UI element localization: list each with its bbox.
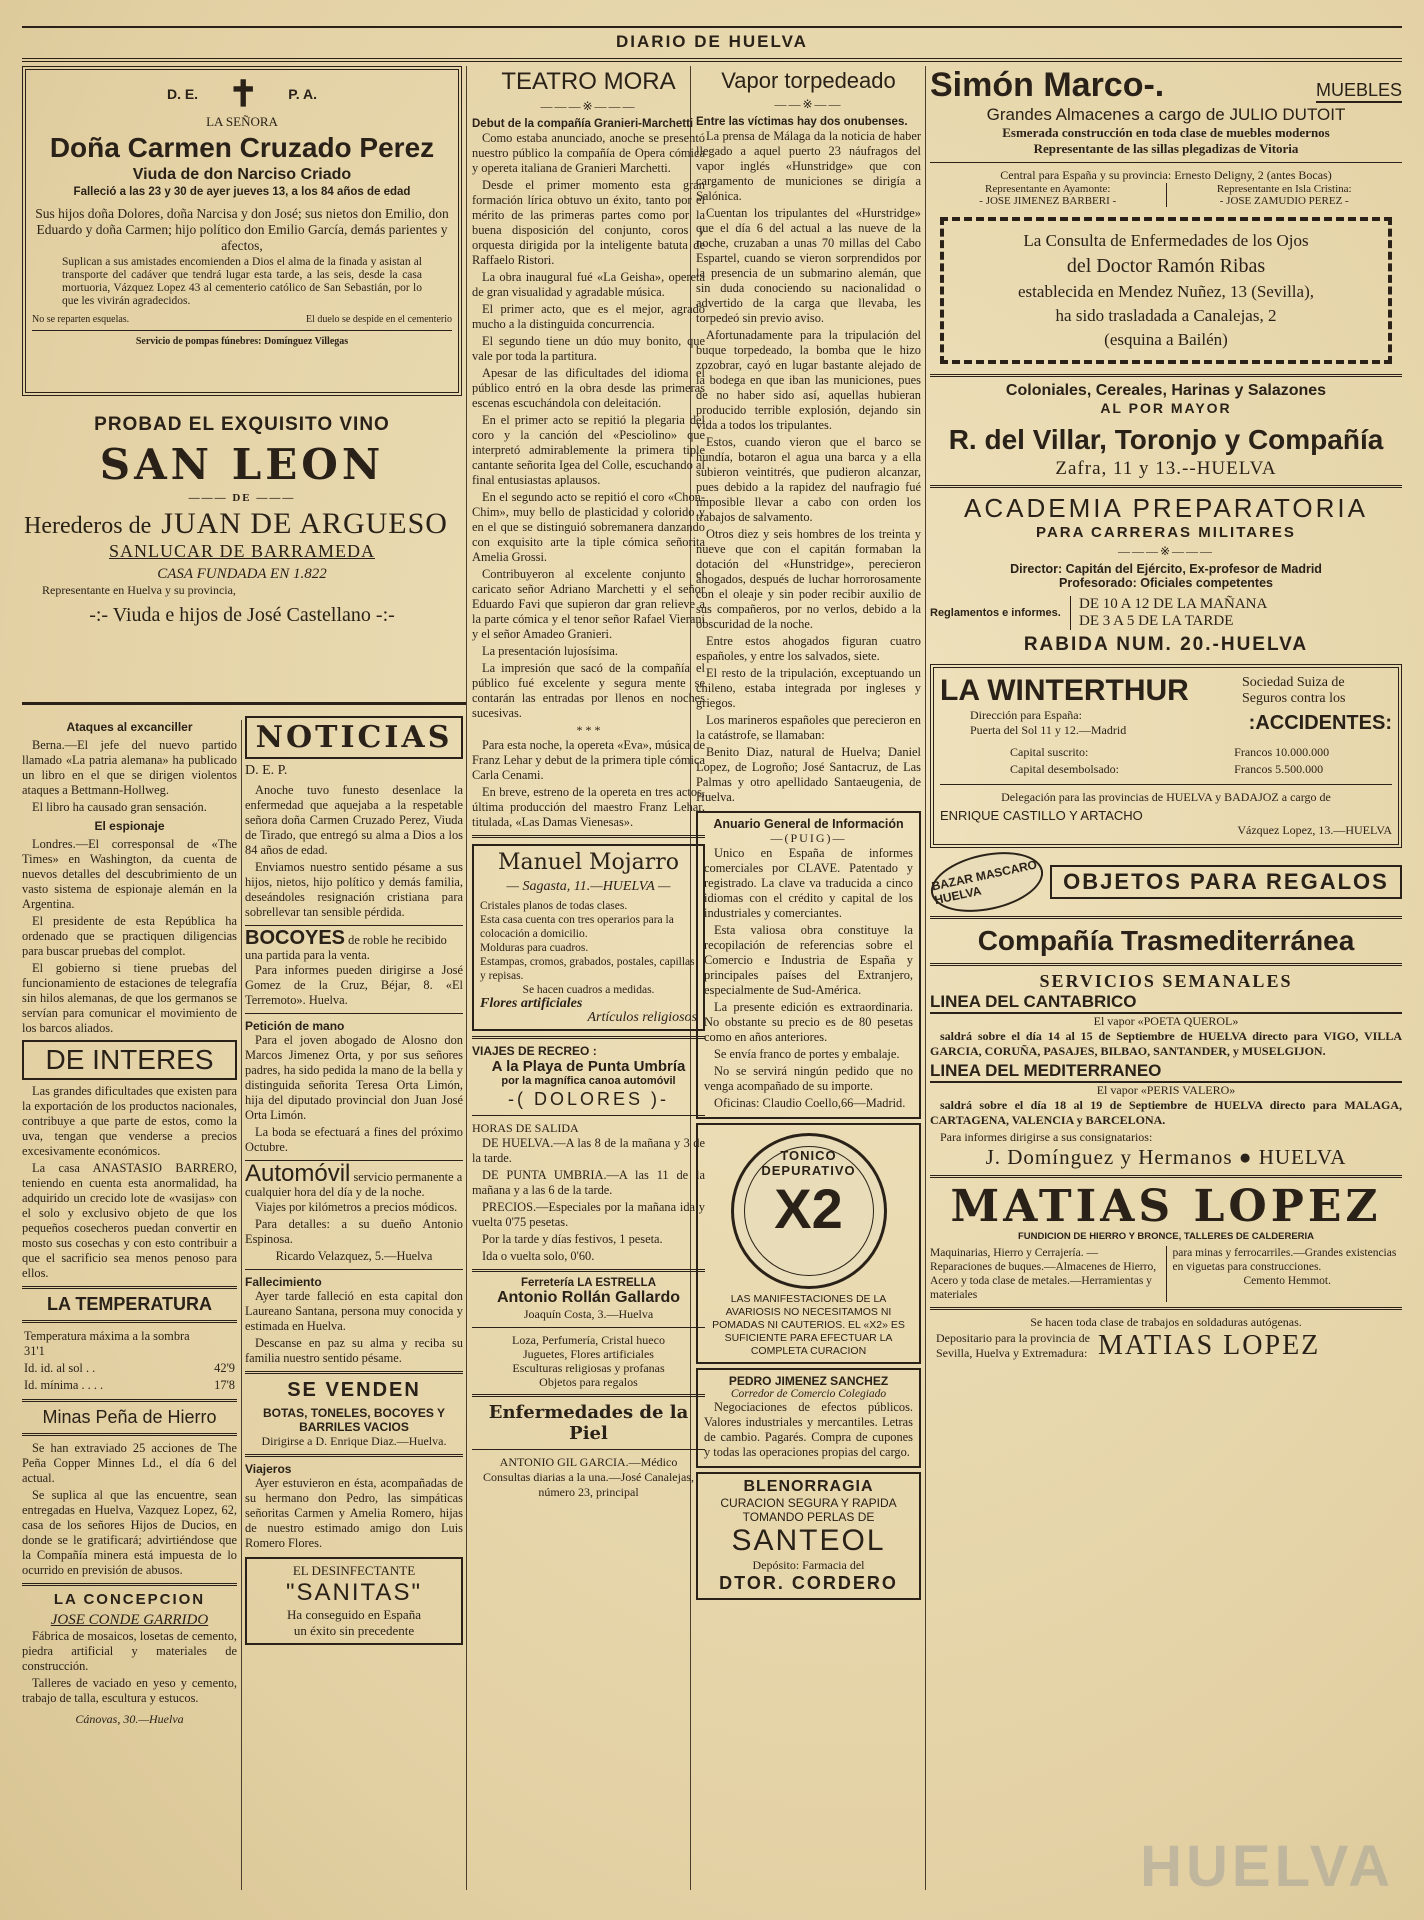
- peticion-p1: Para el joven abogado de Alosno don Marcos Jimenez Orta, y por sus señores padres, ha sido pedida la mano de la bella y distinguida señorita Teresa Orta Limón, hija del diputado provincial don Juan José Orta Limón.: [245, 1033, 463, 1122]
- simon-grandes: Grandes Almacenes a cargo de JULIO DUTOIT: [986, 105, 1346, 124]
- simon-central: Central para España y su provincia: Ernesto Deligny, 2 (antes Bocas): [1000, 168, 1332, 182]
- concepcion-p2: Talleres de vaciado en yeso y cemento, trabajo de talla, escultura y estucos.: [22, 1676, 237, 1705]
- anuario-a1: Unico en España de informes comerciales por CLAVE. Patentado y registrado. La clave va traducida a cinco idiomas con el crédito y capital de los industriales y comerciantes.: [704, 846, 913, 920]
- anuario-a3: La presente edición es extraordinaria. No obstante su precio es de 80 pesetas como en años anteriores.: [704, 1000, 913, 1044]
- sanitas-l2: "SANITAS": [286, 1579, 422, 1606]
- teatro-p12: Para esta noche, la opereta «Eva», música de Franz Lehar y debut de la primera tiple cómica Carla Cenami.: [472, 738, 705, 782]
- interes-p1: Las grandes dificultades que existen para la exportación de los productos nacionales, contribuye a que parte de estos, como la uva, tengan que venderse a precios excesivamente económicos.: [22, 1084, 237, 1158]
- dep-p2: Enviamos nuestro sentido pésame a sus hijos, nietos, hijo político y demás familia, deseándoles resignación cristiana para sobrellevar tan sensible pérdida.: [245, 860, 463, 919]
- horas-3: PRECIOS.—Especiales por la mañana ida y vuelta 0'75 pesetas.: [472, 1200, 705, 1229]
- matias-title: MATIAS LOPEZ: [950, 1181, 1382, 1232]
- temperatura-title: LA TEMPERATURA: [47, 1294, 212, 1314]
- x2-mark: X2: [774, 1177, 843, 1240]
- vapor-p5: Otros diez y seis hombres de los treinta y nueve que con el capitán formaban la dotación del «Hunstridge», perecieron ahogados, después de luchar horrorosamente con el oleaje y sin poder recibir auxilio de sus compañeros, por no verlos, debido a la obscuridad de la noche.: [696, 527, 921, 631]
- vapor-p7: El resto de la tripulación, exceptuando un chileno, estaba integrada por ingleses y griegos.: [696, 666, 921, 710]
- simon-title: Simón Marco-.: [930, 66, 1165, 104]
- ataques-p1: Berna.—El jefe del nuevo partido llamado «La patria alemana» ha publicado un libro en el que se dirigen violentos ataques a Bettmann-Hollweg.: [22, 738, 237, 797]
- sanitas-l3: Ha conseguido en España: [287, 1607, 421, 1622]
- automovil-rest: servicio permanente a cualquier hora del día y de la noche.: [245, 1170, 463, 1199]
- ribas-l1: La Consulta de Enfermedades de los Ojos: [1023, 231, 1309, 250]
- obituary-widow: Viuda de don Narciso Criado: [132, 166, 352, 183]
- teatro-p3: La obra inaugural fué «La Geisha», opereta de gran visualidad y agradable música.: [472, 270, 705, 299]
- column-3: Vapor torpedeado ——※—— Entre las víctimas hay dos onubenses. La prensa de Málaga da la noticia de haber llegado a aquel puerto 23 náufragos del vapor inglés «Hunstridge» que con cargamento de municiones se dirigía a Salónica. Cuentan los tripulantes del «Hurstridge» que el día 6 del actual a las nueve de la noche, cruzaban a unas 70 millas del Cabo Espartel, cuando se vieron sorprendidos por la presencia de un submarino alemán, que sin duda conociendo su nacionalidad o advertido de la carga que llevaba, les torpedeó sin previo aviso. Afortunadamente para la tripulación del buque torpedeado, la bomba que le hizo zozobrar, cayó en lugar bastante alejado de la bodega en que iban las municiones, pues de no haber sido así, aquellas hubieran producido terrible explosión, dejando sin vida a todos los tripulantes. Estos, cuando vieron que el barco se hundía, botaron el agua una barca y a ella subieron veintitrés, que pudieron alcanzar, pues debido a la rapidez del naufragio fué imposible llevar a cabo con orden los trabajos de salvamento. Otros diez y seis hombres de los treinta y nueve que con el capitán formaban la dotación del «Hunstridge», perecieron ahogados, después de luchar horrorosamente con el oleaje y sin poder recibir auxilio de sus compañeros, por no verlos, debido a la obscuridad de la noche. Entre estos ahogados figuran cuatro españoles, y entre los salvados, siete. El resto de la tripulación, exceptuando un chileno, estaba integrada por ingleses y griegos. Los marineros españoles que perecieron en la catástrofe, se llamaban: Benito Diaz, natural de Huelva; Daniel Lopez, de Logroño; José Santacruz, de Las Palmas y otro apellidado Santaeugenia, de Huelva. Anuario General de Información —(PUIG)— Unico en España de informes comerciales por CLAVE. Patentado y registrado. La clave va traducida a cinco idiomas con el crédito y capital de los industriales y comerciantes. Esta valiosa obra constituye la recopilación de referencias sobre el Comercio e Industria de España y principales países del Extranjero, especialmente de Sud-América. La presente edición es extraordinaria. No obstante su precio es de 80 pesetas como en años anteriores. Se envía franco de portes y embalaje. No se servirá ningún pedido que no venga acompañado de su importe. Oficinas: Claudio Coello,66—Madrid. TONICO DEPURATIVO X2 LAS MANIFESTACIONES DE LA AVARIOSIS NO NECESITAMOS NI POMADAS NI CAUTERIOS. EL «X2» ES SUFICIENTE PARA EFECTUAR LA COMPLETA CURACION PEDRO JIMENEZ SANCHEZ Corredor de Comercio Colegiado Negociaciones de efectos públicos. Valores industriales y mercantiles. Letras de cambio. Pagarés. Compra de cupones y todas las operaciones propias del cargo. BLENORRAGIA CURACION SEGURA Y RAPIDA TOMANDO PERLAS DE SANTEOL Depósito: Farmacia del DTOR. CORDERO: [696, 66, 921, 1890]
- obituary-name: Doña Carmen Cruzado Perez: [49, 132, 435, 163]
- ribas-l2: del Doctor Ramón Ribas: [1066, 255, 1266, 277]
- ferreteria-owner: Antonio Rollán Gallardo: [496, 1289, 681, 1306]
- pedro-corredor: Corredor de Comercio Colegiado: [730, 1388, 887, 1400]
- automovil-p1: Viajes por kilómetros a precios módicos.: [255, 1200, 458, 1214]
- mojarro-l3: Molduras para cuadros.: [480, 942, 589, 954]
- bocoyes-title: BOCOYES: [245, 927, 346, 949]
- bocoyes-rest: de roble he recibido una partida para la venta.: [245, 933, 447, 962]
- ferreteria-title: Ferretería LA ESTRELLA: [520, 1277, 657, 1289]
- academia-rabida: RABIDA NUM. 20.-HUELVA: [1023, 634, 1309, 655]
- vapor-p3: Afortunadamente para la tripulación del buque torpedeado, la bomba que le hizo zozobrar, cayó en lugar bastante alejado de la bodega en que iban las municiones, pues de no haber sido así, aquellas hubieran producido terrible explosión, dejando sin vida a todos los tripulantes.: [696, 328, 921, 432]
- academia-horario1: DE 10 A 12 DE LA MAÑANA: [1079, 596, 1268, 612]
- vapor-p6: Entre estos ahogados figuran cuatro españoles, y entre los salvados, siete.: [696, 634, 921, 663]
- table-row: Capital suscrito: Francos 10.000.000: [1010, 745, 1330, 759]
- academia-profesorado: Profesorado: Oficiales competentes: [1059, 576, 1273, 590]
- x2-logo: [731, 1133, 887, 1289]
- dominguez-line: J. Domínguez y Hermanos ● HUELVA: [985, 1145, 1347, 1169]
- san-leon-viuda: -:- Viuda e hijos de José Castellano -:-: [89, 604, 395, 626]
- academia-reglamentos: Reglamentos e informes.: [930, 607, 1061, 619]
- matias-cemento: Cemento Hemmot.: [1243, 1275, 1331, 1287]
- obituary-died: Falleció a las 23 y 30 de ayer jueves 13, a los 84 años de edad: [73, 186, 411, 198]
- viajeros-p: Ayer estuvieron en ésta, acompañadas de su hermano don Pedro, las simpáticas señoritas Carmen y Amelia Romero, hijas de nuestro estimado amigo don Luis Romero Flores.: [245, 1476, 463, 1550]
- automovil-p3: Ricardo Velazquez, 5.—Huelva: [275, 1249, 433, 1263]
- sanitas-ad: [245, 1557, 463, 1645]
- peticion-title: Petición de mano: [245, 1019, 345, 1033]
- teatro-p7: En el primer acto se repitió la plegaria del coro y la canción del «Pesciolino» que interpretó admirablemente la primera tiple cantante señorita Igea del Colle, escuchando al final entusiastas aplausos.: [472, 413, 705, 487]
- winterthur-puerta: Puerta del Sol 11 y 12.—Madrid: [970, 723, 1127, 737]
- vapor-querol: El vapor «POETA QUEROL»: [1093, 1014, 1239, 1028]
- teatro-title: TEATRO MORA: [501, 68, 676, 95]
- obituary-family: Sus hijos doña Dolores, doña Narcisa y don José; sus nietos don Emilio, don Eduardo y doña Carmen; hijo político don Emilio García, demás parientes y afectos,: [35, 206, 449, 253]
- obituary-request: Suplican a sus amistades encomienden a Dios el alma de la finada y asistan al transporte del cadáver que tendrá lugar esta tarde, a las seis, desde la casa mortuoria, Vázquez Lopez 43 al cementerio católico de San Sebastián, por lo que les vivirán agradecidos.: [62, 256, 422, 307]
- teatro-p8: En el segundo acto se repitió el coro «Chon-Chim», muy bello de plasticidad y colorido y en el que se distinguió sobremanera danzando con exquisito arte la tiple cómica señorita Amelia Grossi.: [472, 490, 705, 564]
- vapor-p2: Cuentan los tripulantes del «Hurstridge» que el día 6 del actual a las nueve de la noche, cruzaban a unas 70 millas del Cabo Espartel, cuando se vieron sorprendidos por la presencia de un submarino alemán, que sin duda conociendo su nacionalidad o advertido de la carga que llevaba, les torpedeó sin previo aviso.: [696, 206, 921, 325]
- minas-title: Minas Peña de Hierro: [42, 1407, 217, 1427]
- mojarro-l2: Esta casa cuenta con tres operarios para la colocación a domicilio.: [480, 914, 674, 940]
- dep-p1: Anoche tuvo funesto desenlace la enfermedad que aquejaba a la respetable señora doña Carmen Cruzado Perez, Viuda de Tirado, que entregó su alma a Dios a los 84 años de edad.: [245, 783, 463, 857]
- ferreteria-l1: Loza, Perfumería, Cristal hueco: [512, 1333, 665, 1347]
- coloniales-mayor: AL POR MAYOR: [1100, 400, 1232, 416]
- espionaje-p2: El presidente de esta República ha ordenado que se practiquen diligencias para buscar pruebas del complot.: [22, 914, 237, 958]
- teatro-p6: Apesar de las dificultades del idioma el público entró en la obra desde las primeras escenas escuchándola con deleitación.: [472, 366, 705, 410]
- matias-left: Maquinarias, Hierro y Cerrajería. —Reparaciones de buques.—Almacenes de Hierro, Acero y toda clase de metales.—Herramientas y materiales: [930, 1247, 1157, 1301]
- column-divider: [241, 720, 242, 1890]
- horas-4: Por la tarde y días festivos, 1 peseta.: [482, 1232, 663, 1246]
- interes-box: [22, 1040, 237, 1080]
- obituary-note-left: No se reparten esquelas.: [32, 314, 130, 325]
- matias-right: para minas y ferrocarriles.—Grandes existencias en viguetas para construcciones.: [1172, 1247, 1397, 1273]
- interes-p2: La casa ANASTASIO BARRERO, teniendo en cuenta esta anormalidad, ha adquirido un crecido lote de «vasijas» con el solo y exclusivo objeto de que los pequeños cosecheros puedan convertir en mosto sus cosechas y con esto contribuir a que el sacrificio sea menos penoso para ellos.: [22, 1161, 237, 1280]
- san-leon-juan: JUAN DE ARGUESO: [161, 507, 448, 540]
- anuario-a2: Esta valiosa obra constituye la recopilación de referencias sobre el Comercio e Industria de España y principales países del Extranjero, especialmente de Sud-América.: [704, 923, 913, 997]
- vapor-p4: Estos, cuando vieron que el barco se hundía, botaron el agua una barca y a ella subieron veintitrés, que pudieron alcanzar, pues debido a la rapidez del naufragio fué imposible llevar a cabo con orden los trabajos de salvamento.: [696, 435, 921, 524]
- viajeros-title: Viajeros: [245, 1462, 292, 1476]
- concepcion-address: Cánovas, 30.—Huelva: [75, 1712, 184, 1726]
- vapor-subtitle: Entre las víctimas hay dos onubenses.: [696, 116, 908, 128]
- san-leon-ad: PROBAD EL EXQUISITO VINO SAN LEON ——— DE ——— Herederos de JUAN DE ARGUESO SANLUCAR DE BARRAMEDA CASA FUNDADA EN 1.822 Representante en Huelva y su provincia, -:- Viuda e hijos de José Castellano -:-: [22, 414, 462, 627]
- concepcion-owner: JOSE CONDE GARRIDO: [50, 1612, 209, 1628]
- espionaje-p1: Londres.—El corresponsal de «The Times» en Washington, da cuenta de nuevos detalles del descubrimiento de un vasto sistema de espionaje alemán en la Argentina.: [22, 837, 237, 911]
- matias-name-2: MATIAS LOPEZ: [1097, 1330, 1321, 1361]
- column-divider: [466, 66, 467, 1890]
- ferreteria-l4: Objetos para regalos: [539, 1375, 638, 1389]
- ataques-p2: El libro ha causado gran sensación.: [32, 800, 207, 814]
- ribas-l3: establecida en Mendez Nuñez, 13 (Sevilla),: [1018, 282, 1314, 301]
- san-leon-fundada: CASA FUNDADA EN 1.822: [157, 566, 327, 582]
- column-1-left: [22, 716, 237, 1890]
- linea-cantabrico: LINEA DEL CANTABRICO: [930, 992, 1402, 1014]
- pedro-title: PEDRO JIMENEZ SANCHEZ: [728, 1374, 889, 1388]
- sanitas-l1: EL DESINFECTANTE: [292, 1563, 416, 1578]
- obituary-service: Servicio de pompas fúnebres: Domínguez Villegas: [135, 336, 349, 347]
- simon-jimenez: - JOSE JIMENEZ BARBERI -: [979, 195, 1117, 207]
- peticion-p2: La boda se efectuará a fines del próximo Octubre.: [245, 1125, 463, 1154]
- santeol-deposito: Depósito: Farmacia del: [752, 1558, 865, 1572]
- dep-title: D. E. P.: [245, 763, 288, 778]
- pedro-ad: [696, 1368, 921, 1468]
- piel-doctor: ANTONIO GIL GARCIA.—Médico: [499, 1455, 678, 1469]
- anuario-a6: Oficinas: Claudio Coello,66—Madrid.: [714, 1096, 906, 1110]
- espionaje-p3: El gobierno si tiene pruebas del funcionamiento de estaciones de telegrafía sin hilos alemanas, de que los germanos se servían para comunicar el movimiento de los barcos aliados.: [22, 961, 237, 1035]
- viajes-title: VIAJES DE RECREO :: [472, 1044, 597, 1058]
- fallecimiento-p1: Ayer tarde falleció en esta capital don Laureano Santana, persona muy conocida y estimada en Huelva.: [245, 1289, 463, 1333]
- winterthur-enrique: ENRIQUE CASTILLO Y ARTACHO: [940, 808, 1143, 823]
- ferreteria-address: Joaquín Costa, 3.—Huelva: [523, 1307, 654, 1321]
- san-leon-name: SAN LEON: [99, 440, 385, 489]
- fallecimiento-p2: Descanse en paz su alma y reciba su familia nuestro sentido pésame.: [245, 1336, 463, 1365]
- teatro-p11: La impresión que sacó de la compañía el público fué excelente y segura mente se contarán las entradas por llenos en noches sucesivas.: [472, 661, 705, 720]
- bocoyes-p: Para informes pueden dirigirse a José Gomez de la Cruz, Béjar, 8. «El Terremoto». Huelva.: [245, 963, 463, 1007]
- vapor-p8: Los marineros españoles que perecieron en la catástrofe, se llamaban:: [696, 713, 921, 742]
- se-venden-contact: Dirigirse a D. Enrique Diaz.—Huelva.: [261, 1434, 447, 1448]
- interes-title: DE INTERES: [45, 1044, 214, 1075]
- ataques-title: Ataques al excanciller: [66, 720, 193, 734]
- obituary-note-right: El duelo se despide en el cementerio: [305, 314, 452, 325]
- santeol-name: SANTEOL: [731, 1524, 886, 1557]
- villar-address: Zafra, 11 y 13.--HUELVA: [1055, 458, 1277, 479]
- column-divider: [925, 66, 926, 1890]
- minas-p1: Se han extraviado 25 acciones de The Peña Copper Minnes Ld., el día 6 del actual.: [22, 1441, 237, 1485]
- simon-esmerada: Esmerada construcción en toda clase de muebles modernos: [1002, 125, 1330, 140]
- winterthur-delegacion: Delegación para las provincias de HUELVA y BADAJOZ a cargo de: [1001, 790, 1331, 804]
- table-row: Temperatura máxima a la sombra 31'1: [24, 1329, 190, 1358]
- santeol-dtor: DTOR. CORDERO: [719, 1573, 898, 1593]
- simon-representante: Representante de las sillas plegadizas de Vitoria: [1033, 141, 1299, 156]
- x2-ad: [696, 1123, 921, 1364]
- teatro-p13: En breve, estreno de la opereta en tres actos, última producción del maestro Franz Lehar, titulada, «Las Damas Vienesas».: [472, 785, 705, 829]
- viajes-playa: A la Playa de Punta Umbría: [491, 1058, 686, 1075]
- teatro-p9: Contribuyeron al excelente conjunto el caricato señor Adriano Marchetti y el señor Eduardo Favi que supieron dar gran relieve a la parte cómica y el tenor señor Rafael Vierani y el señor Amadeo Granieri.: [472, 567, 705, 641]
- masthead-title: DIARIO DE HUELVA: [616, 32, 808, 51]
- x2-text: LAS MANIFESTACIONES DE LA AVARIOSIS NO NECESITAMOS NI POMADAS NI CAUTERIOS. EL «X2» ES SUFICIENTE PARA EFECTUAR LA COMPLETA CURACION: [712, 1293, 905, 1357]
- bazar-objetos: OBJETOS PARA REGALOS: [1050, 865, 1402, 899]
- column-1-right: [245, 716, 463, 1890]
- horas-title: HORAS DE SALIDA: [472, 1121, 579, 1135]
- teatro-stars: * * *: [576, 723, 601, 737]
- anuario-puig: —(PUIG)—: [770, 831, 847, 845]
- simon-zamudio: - JOSE ZAMUDIO PEREZ -: [1219, 195, 1349, 207]
- muebles-label: MUEBLES: [1316, 80, 1402, 103]
- winterthur-title: LA WINTERTHUR: [940, 674, 1189, 707]
- horas-1: DE HUELVA.—A las 8 de la mañana y 3 de la tarde.: [472, 1136, 705, 1165]
- obituary-la-senora: LA SEÑORA: [206, 114, 278, 129]
- winterthur-direccion: Dirección para España:: [970, 708, 1082, 722]
- matias-sevilla: Sevilla, Huelva y Extremadura:: [936, 1346, 1088, 1360]
- ribas-ad: [940, 217, 1392, 364]
- fallecimiento-title: Fallecimiento: [245, 1275, 322, 1289]
- simon-isla: Representante en Isla Cristina:: [1216, 183, 1352, 195]
- column-4: Simón Marco-. MUEBLES Grandes Almacenes a cargo de JULIO DUTOIT Esmerada construcción en toda clase de muebles modernos Representante de las sillas plegadizas de Vitoria Central para España y su provincia: Ernesto Deligny, 2 (antes Bocas) Representante en Ayamonte: - JOSE JIMENEZ BARBERI - Representante en Isla Cristina: - JOSE ZAMUDIO PEREZ - La Consulta de Enfermedades de los Ojos del Doctor Ramón Ribas establecida en Mendez Nuñez, 13 (Sevilla), ha sido trasladada a Canalejas, 2 (esquina a Bailén) Coloniales, Cereales, Harinas y Salazones AL POR MAYOR R. del Villar, Toronjo y Compañía Zafra, 11 y 13.--HUELVA ACADEMIA PREPARATORIA PARA CARRERAS MILITARES ———※——— Director: Capitán del Ejército, Ex-profesor de Madrid Profesorado: Oficiales competentes Reglamentos e informes. DE 10 A 12 DE LA MAÑANA DE 3 A 5 DE LA TARDE RABIDA NUM. 20.-HUELVA LA WINTERTHUR Sociedad Suiza de Seguros contra los Dirección para España: Puerta del Sol 11 y 12.—Madrid :ACCIDENTES: Capital suscrito: Francos 10.000.000 Capital desembolsado: Francos 5.500.000 Delegación para las provincias de HUELVA y BADAJOZ a cargo de ENRIQUE CASTILLO Y ARTACHO Vázquez Lopez, 13.—HUELVA BAZAR MASCARO HUELVA OBJETOS PARA REGALOS Compañía Trasmediterránea SERVICIOS SEMANALES LINEA DEL CANTABRICO El vapor «POETA QUEROL» saldrá sobre el día 14 al 15 de Septiembre de HUELVA directo para VIGO, VILLA GARCIA, CORUÑA, PASAJES, BILBAO, SANTANDER, y MUSELGIJON. LINEA DEL MEDITERRANEO El vapor «PERIS VALERO» saldrá sobre el día 18 al 19 de Septiembre de HUELVA directo para MALAGA, CARTAGENA, VALENCIA y BARCELONA. Para informes dirigirse a sus consignatarios: J. Domínguez y Hermanos ● HUELVA MATIAS LOPEZ FUNDICION DE HIERRO Y BRONCE, TALLERES DE CALDERERIA Maquinarias, Hierro y Cerrajería. —Reparaciones de buques.—Almacenes de Hierro, Acero y toda clase de metales.—Herramientas y materiales para minas y ferrocarriles.—Grandes existencias en viguetas para construcciones. Cemento Hemmot. Se hacen toda clase de trabajos en soldaduras autógenas. Depositario para la provincia de Sevilla, Huelva y Extremadura: MATIAS LOPEZ: [930, 66, 1402, 1890]
- viajes-dolores: -( DOLORES )-: [507, 1089, 669, 1109]
- automovil-p2: Para detalles: a su dueño Antonio Espinosa.: [245, 1217, 463, 1246]
- bazar-ad: [930, 854, 1402, 910]
- bazar-mascaro-logo: BAZAR MASCARO HUELVA: [930, 843, 1049, 921]
- obituary-notice: [22, 66, 462, 396]
- simon-ayamonte: Representante en Ayamonte:: [985, 183, 1111, 195]
- mojarro-ad: [472, 844, 705, 1031]
- anuario-a4: Se envía franco de portes y embalaje.: [714, 1047, 900, 1061]
- teatro-p5: El segundo tiene un dúo muy bonito, que vale por toda la partitura.: [472, 334, 705, 363]
- cross-icon: ✝: [228, 73, 259, 114]
- temperatura-table: [22, 1328, 237, 1394]
- mojarro-l5: Se hacen cuadros a medidas.: [522, 984, 655, 996]
- noticias-title: NOTICIAS: [255, 720, 453, 755]
- winterthur-vazquez: Vázquez Lopez, 13.—HUELVA: [1237, 823, 1392, 837]
- se-venden-title: SE VENDEN: [287, 1379, 421, 1401]
- mojarro-l4: Estampas, cromos, grabados, postales, capillas y repisas.: [480, 956, 695, 982]
- san-leon-line1: PROBAD EL EXQUISITO VINO: [94, 414, 390, 435]
- viajes-canoa: por la magnífica canoa automóvil: [501, 1075, 676, 1087]
- san-leon-sanlucar: SANLUCAR DE BARRAMEDA: [108, 541, 376, 561]
- santeol-tomando: TOMANDO PERLAS DE: [742, 1510, 875, 1524]
- mojarro-title: Manuel Mojarro: [497, 850, 680, 875]
- academia-carreras: PARA CARRERAS MILITARES: [1036, 524, 1296, 541]
- horas-2: DE PUNTA UMBRIA.—A las 11 de la mañana y a las 6 de la tarde.: [472, 1168, 705, 1197]
- ribas-l5: (esquina a Bailén): [1104, 330, 1228, 349]
- masthead: [22, 26, 1402, 62]
- table-row: Id. mínima . . . . 17'8: [24, 1378, 235, 1392]
- informes-line: Para informes dirigirse a sus consignatarios:: [940, 1130, 1153, 1144]
- teatro-p1: Como estaba anunciado, anoche se presentó nuestro público la compañía de Opera cómica y opereta italiana de Granieri Marchetti.: [472, 131, 705, 175]
- horas-5: Ida o vuelta solo, 0'60.: [482, 1249, 595, 1263]
- x2-arc-text: TONICO DEPURATIVO: [761, 1148, 856, 1178]
- noticias-box: [245, 716, 463, 759]
- academia-horario2: DE 3 A 5 DE LA TARDE: [1079, 613, 1234, 629]
- san-leon-rep: Representante en Huelva y su provincia,: [42, 583, 236, 597]
- column-1-top: [22, 66, 462, 706]
- mojarro-l7: Artículos religiosos: [587, 1010, 697, 1025]
- piel-title: Enfermedades de la Piel: [488, 1402, 689, 1444]
- vapor-title: Vapor torpedeado: [721, 68, 896, 93]
- teatro-debut: Debut de la compañía Granieri-Marchetti: [472, 118, 694, 130]
- linea-mediterraneo: LINEA DEL MEDITERRANEO: [930, 1061, 1402, 1083]
- concepcion-p1: Fábrica de mosaicos, losetas de cemento, piedra artificial y materiales de construcción.: [22, 1629, 237, 1673]
- table-row: Capital desembolsado: Francos 5.500.000: [1010, 762, 1324, 776]
- santeol-ad: [696, 1472, 921, 1600]
- san-leon-de: DE: [232, 492, 252, 504]
- ferreteria-l3: Esculturas religiosas y profanas: [512, 1361, 665, 1375]
- mojarro-address: — Sagasta, 11.—HUELVA —: [506, 879, 671, 894]
- teatro-p4: El primer acto, que es el mejor, agradó mucho a la distinguida concurrencia.: [472, 302, 705, 331]
- ribas-l4: ha sido trasladada a Canalejas, 2: [1055, 306, 1277, 325]
- vapor-p9: Benito Diaz, natural de Huelva; Daniel Lopez, de Logroño; José Santacruz, de Las Palmas y otro apellidado Santaeugenia, de Huelva.: [696, 745, 921, 804]
- trasmediterranea-title: Compañía Trasmediterránea: [977, 925, 1355, 956]
- sanitas-l4: un éxito sin precedente: [293, 1623, 415, 1638]
- saldra-2: saldrá sobre el día 18 al 19 de Septiembre de HUELVA directo para MALAGA, CARTAGENA, VALENCIA y BARCELONA.: [930, 1098, 1402, 1127]
- espionaje-title: El espionaje: [94, 819, 165, 833]
- winterthur-suiza: Sociedad Suiza de Seguros contra los: [1242, 675, 1346, 706]
- vapor-peris: El vapor «PERIS VALERO»: [1096, 1083, 1236, 1097]
- matias-depositario: Depositario para la provincia de: [936, 1331, 1090, 1345]
- san-leon-herederos: Herederos de: [24, 513, 152, 539]
- column-2: TEATRO MORA ———※——— Debut de la compañía Granieri-Marchetti Como estaba anunciado, anoche se presentó nuestro público la compañía de Opera cómica y opereta italiana de Granieri Marchetti. Desde el primer momento esta gran formación lírica obtuvo un éxito, tanto por el mérito de las primeras partes como por la buena disposición del conjunto, coros y orquesta dirigida por la inteligente batuta de Raffaelo Ristori. La obra inaugural fué «La Geisha», opereta de gran visualidad y agradable música. El primer acto, que es el mejor, agradó mucho a la distinguida concurrencia. El segundo tiene un dúo muy bonito, que vale por toda la partitura. Apesar de las dificultades del idioma el público entró en la obra desde las primeras escenas escuchándola con deleitación. En el primer acto se repitió la plegaria del coro y la canción del «Pesciolino» que interpretó admirablemente la primera tiple cantante señorita Igea del Colle, escuchando al final entusiastas aplausos. En el segundo acto se repitió el coro «Chon-Chim», muy bello de plasticidad y colorido y en el que se distinguió sobremanera danzando con exquisito arte la tiple cómica señorita Amelia Grossi. Contribuyeron al excelente conjunto el caricato señor Adriano Marchetti y el señor Eduardo Favi que supieron dar gran relieve a la parte cómica y el tenor señor Rafael Vierani y el señor Amadeo Granieri. La presentación lujosísima. La impresión que sacó de la compañía el público fué excelente y segura mente se contarán las entradas por llenos en noches sucesivas. * * * Para esta noche, la opereta «Eva», música de Franz Lehar y debut de la primera tiple cómica Carla Cenami. En breve, estreno de la opereta en tres actos, última producción del maestro Franz Lehar, titulada, «Las Damas Vienesas». Manuel Mojarro — Sagasta, 11.—HUELVA — Cristales planos de todas clases. Esta casa cuenta con tres operarios para la colocación a domicilio. Molduras para cuadros. Estampas, cromos, grabados, postales, capillas y repisas. Se hacen cuadros a medidas. Flores artificiales Artículos religiosos VIAJES DE RECREO : A la Playa de Punta Umbría por la magnífica canoa automóvil -( DOLORES )- HORAS DE SALIDA DE HUELVA.—A las 8 de la mañana y 3 de la tarde. DE PUNTA UMBRIA.—A las 11 de la mañana y a las 6 de la tarde. PRECIOS.—Especiales por la mañana ida y vuelta 0'75 pesetas. Por la tarde y días festivos, 1 peseta. Ida o vuelta solo, 0'60. Ferretería LA ESTRELLA Antonio Rollán Gallardo Joaquín Costa, 3.—Huelva Loza, Perfumería, Cristal hueco Juguetes, Flores artificiales Esculturas religiosas y profanas Objetos para regalos Enfermedades de la Piel ANTONIO GIL GARCIA.—Médico Consultas diarias a la una.—José Canalejas, número 23, principal: [472, 68, 705, 1499]
- concepcion-title: LA CONCEPCION: [53, 1591, 206, 1608]
- automovil-title: Automóvil: [245, 1160, 351, 1187]
- anuario-a5: No se servirá ningún pedido que no venga acompañado de su importe.: [704, 1064, 913, 1093]
- piel-consultas: Consultas diarias a la una.—José Canalejas, número 23, principal: [483, 1470, 694, 1499]
- table-row: Id. id. al sol . . 42'9: [24, 1361, 235, 1375]
- santeol-curacion: CURACION SEGURA Y RAPIDA: [720, 1496, 897, 1510]
- academia-title: ACADEMIA PREPARATORIA: [964, 493, 1368, 523]
- minas-p2: Se suplica al que las encuentre, sean entregadas en Huelva, Vazquez Lopez, 62, casa de los señores Hijos de Ducios, en donde se le gratificará; advirtiéndose que la Compañía minera está impuesta de lo ocurrido en previsión de abusos.: [22, 1488, 237, 1577]
- matias-soldaduras: Se hacen toda clase de trabajos en soldaduras autógenas.: [1030, 1315, 1302, 1329]
- obituary-de: D. E.: [166, 86, 199, 102]
- mojarro-l1: Cristales planos de todas clases.: [480, 900, 628, 912]
- anuario-title: Anuario General de Información: [713, 817, 904, 831]
- horizontal-rule: [22, 702, 466, 705]
- saldra-1: saldrá sobre el día 14 al 15 de Septiembre de HUELVA directo para VIGO, VILLA GARCIA, CORUÑA, PASAJES, BILBAO, SANTANDER, y MUSELGIJON.: [930, 1029, 1402, 1058]
- mojarro-l6: Flores artificiales: [480, 996, 583, 1011]
- teatro-p10: La presentación lujosísima.: [482, 644, 618, 658]
- trasmediterranea-servicios: SERVICIOS SEMANALES: [1039, 971, 1293, 991]
- se-venden-items: BOTAS, TONELES, BOCOYES Y BARRILES VACIOS: [262, 1406, 446, 1434]
- winterthur-capital: [940, 744, 1392, 778]
- obituary-pa: P. A.: [288, 86, 318, 102]
- pedro-p: Negociaciones de efectos públicos. Valores industriales y mercantiles. Letras de cambio. Pagarés. Compra de cupones y todas las operaciones propias del cargo.: [704, 1400, 913, 1459]
- vapor-p1: La prensa de Málaga da la noticia de haber llegado a aquel puerto 23 náufragos del vapor inglés «Hunstridge» que con cargamento de municiones se dirigía a Salónica.: [696, 129, 921, 203]
- anuario-ad: [696, 811, 921, 1119]
- academia-director: Director: Capitán del Ejército, Ex-profesor de Madrid: [1010, 562, 1322, 576]
- teatro-p2: Desde el primer momento esta gran formación lírica obtuvo un éxito, tanto por el mérito de las primeras partes como por la buena disposición del conjunto, coros y orquesta dirigida por la inteligente batuta de Raffaelo Ristori.: [472, 178, 705, 267]
- villar-title: R. del Villar, Toronjo y Compañía: [948, 424, 1384, 455]
- ferreteria-l2: Juguetes, Flores artificiales: [523, 1347, 654, 1361]
- winterthur-accidentes: :ACCIDENTES:: [1248, 711, 1392, 734]
- coloniales-title: Coloniales, Cereales, Harinas y Salazones: [1005, 382, 1327, 399]
- santeol-blen: BLENORRAGIA: [743, 1478, 874, 1495]
- library-watermark: HUELVA: [1140, 1834, 1394, 1899]
- matias-fundicion: FUNDICION DE HIERRO Y BRONCE, TALLERES DE CALDERERIA: [1017, 1231, 1315, 1242]
- winterthur-ad: [930, 664, 1402, 848]
